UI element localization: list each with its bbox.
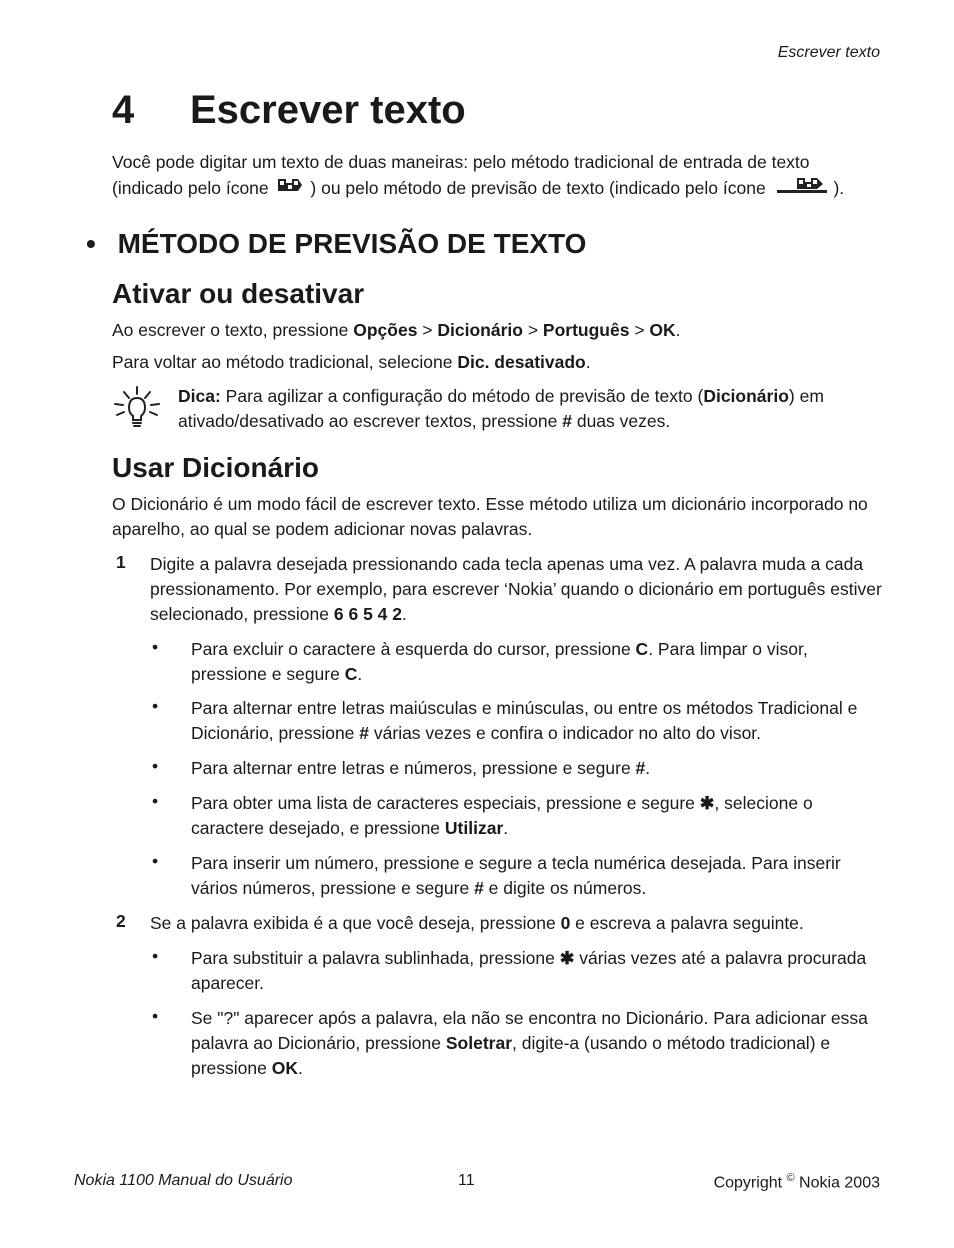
text: várias vezes e confira o indicador no alto do visor.: [369, 723, 762, 743]
text: e escreva a palavra seguinte.: [570, 913, 804, 933]
bullet-6-text: [191, 946, 885, 996]
period: .: [503, 818, 509, 838]
bullet-3-text: [191, 756, 885, 781]
chapter-title-text: Escrever texto: [190, 88, 466, 132]
separator: >: [629, 320, 650, 340]
menu-utilizar: Utilizar: [444, 818, 504, 838]
bullet-1-text: [191, 637, 885, 687]
bullet: •: [152, 1006, 159, 1026]
text: Para substituir a palavra sublinhada, pressione: [191, 948, 560, 968]
copyright-symbol: ©: [786, 1172, 795, 1184]
text: Se a palavra exibida é a que você deseja, pressione: [150, 913, 561, 933]
key-hash: #: [562, 411, 572, 431]
section-title: MÉTODO DE PREVISÃO DE TEXTO: [117, 228, 587, 259]
step-number: 1: [116, 552, 126, 572]
step-1-text: [150, 552, 885, 627]
menu-dicionario: Dicionário: [703, 386, 789, 406]
text: Para obter uma lista de caracteres especiais, pressione e segure: [191, 793, 700, 813]
intro-text-2: ) ou pelo método de previsão de texto (indicado pelo ícone: [310, 178, 766, 199]
menu-dic-desativado: Dic. desativado: [457, 352, 586, 372]
text: Para inserir um número, pressione e segure a tecla numérica desejada. Para inserir vários números, pressione e segure: [191, 853, 841, 898]
intro-paragraph: [112, 150, 882, 204]
text: . Para limpar o visor, pressione e segure: [191, 639, 808, 684]
ativar-line-2: [112, 350, 882, 375]
bullet-5-text: [191, 851, 885, 901]
bullet: •: [152, 851, 159, 871]
period: .: [298, 1058, 303, 1078]
usar-paragraph: O Dicionário é um modo fácil de escrever texto. Esse método utiliza um dicionário incorporado no aparelho, ao qual se podem adicionar novas palavras.: [112, 494, 868, 539]
tip-lightbulb-icon: [112, 384, 162, 436]
key-zero: 0: [560, 913, 571, 933]
text: Para alternar entre letras maiúsculas e minúsculas, ou entre os métodos Tradicional e Dicionário, pressione: [191, 698, 858, 743]
text: Ao escrever o texto, pressione: [112, 320, 354, 340]
text: Para alternar entre letras e números, pressione e segure: [191, 758, 636, 778]
text: ) em ativado/desativado ao escrever textos, pressione: [178, 386, 824, 431]
text: , digite-a (usando o método tradicional) e pressione: [191, 1033, 831, 1078]
subheading-ativar: Ativar ou desativar: [112, 278, 365, 309]
text: e digite os números.: [483, 878, 647, 898]
text: Para excluir o caractere à esquerda do cursor, pressione: [191, 639, 636, 659]
running-header: Escrever texto: [777, 44, 880, 61]
key-sequence: 6 6 5 4 2: [333, 604, 402, 624]
chapter-number: 4: [112, 88, 135, 132]
bullet-4-text: [191, 791, 885, 841]
tip-label: Dica:: [178, 386, 221, 406]
key-hash: #: [635, 758, 646, 778]
bullet: •: [152, 791, 159, 811]
period: .: [357, 664, 363, 684]
menu-portugues: Português: [542, 320, 630, 340]
menu-ok: OK: [271, 1058, 298, 1078]
section-heading: [86, 228, 586, 260]
period: .: [675, 320, 681, 340]
separator: >: [522, 320, 543, 340]
separator: >: [417, 320, 438, 340]
period: .: [645, 758, 651, 778]
period: .: [402, 604, 407, 624]
menu-opcoes: Opções: [353, 320, 418, 340]
text: várias vezes até a palavra procurada aparecer.: [191, 948, 867, 993]
traditional-input-icon: [274, 175, 306, 204]
bullet: •: [152, 946, 159, 966]
bullet: •: [152, 696, 159, 716]
menu-ok: OK: [649, 320, 676, 340]
ativar-line-1: [112, 318, 882, 343]
bullet-2-text: [191, 696, 885, 746]
section-bullet: •: [86, 228, 96, 259]
step-number: 2: [116, 911, 126, 931]
chapter-title: [112, 88, 466, 133]
page-number: 11: [458, 1172, 475, 1189]
key-hash: #: [474, 878, 484, 898]
predictive-input-icon: [775, 175, 829, 204]
text: Digite a palavra desejada pressionando cada tecla apenas uma vez. A palavra muda a cada pressionamento. Por exemplo, para escrever ‘Nokia’ quando o dicionário em português estiver selecionado, pressione: [150, 554, 882, 624]
key-hash: #: [359, 723, 370, 743]
step-2-text: [150, 911, 885, 936]
tip-text: [178, 384, 882, 434]
footer-copyright: [714, 1172, 880, 1192]
period: .: [585, 352, 591, 372]
text: Para agilizar a configuração do método de previsão de texto (: [220, 386, 704, 406]
key-star: ✱: [699, 793, 715, 813]
text: duas vezes.: [571, 411, 671, 431]
menu-soletrar: Soletrar: [445, 1033, 513, 1053]
text: Para voltar ao método tradicional, selecione: [112, 352, 458, 372]
intro-text-1: Você pode digitar um texto de duas maneiras: pelo método tradicional de entrada de texto (indicado pelo ícone: [112, 152, 810, 199]
bullet: •: [152, 637, 159, 657]
text: , selecione o caractere desejado, e pressione: [191, 793, 813, 838]
text: Nokia 2003: [794, 1174, 880, 1192]
footer-manual-title: Nokia 1100 Manual do Usuário: [74, 1172, 293, 1189]
bullet-7-text: [191, 1006, 885, 1081]
menu-dicionario: Dicionário: [437, 320, 523, 340]
key-star: ✱: [559, 948, 575, 968]
bullet: •: [152, 756, 159, 776]
key-c: C: [344, 664, 358, 684]
text: Copyright: [713, 1174, 787, 1192]
text: Se "?" aparecer após a palavra, ela não se encontra no Dicionário. Para adicionar essa palavra ao Dicionário, pressione: [191, 1008, 868, 1053]
subheading-usar: Usar Dicionário: [112, 452, 319, 483]
intro-text-3: ).: [833, 178, 845, 199]
key-c: C: [635, 639, 649, 659]
